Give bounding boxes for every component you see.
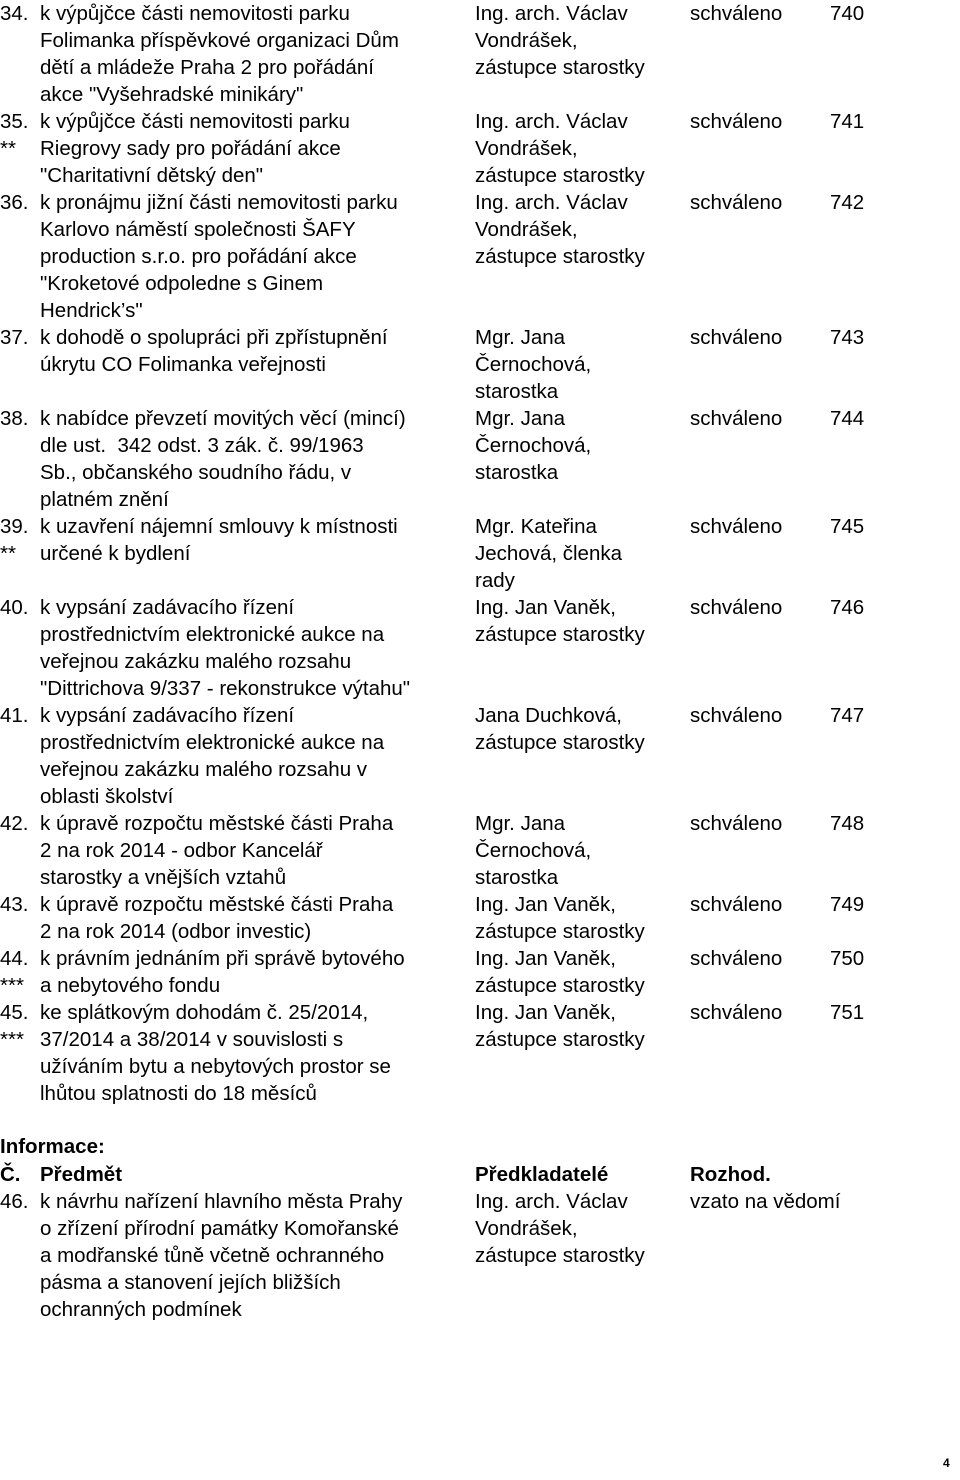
submitter-line: zástupce starostky (475, 245, 645, 268)
row-number: 40. (0, 596, 29, 619)
subject-line: Riegrovy sady pro pořádání akce (40, 137, 341, 160)
subject-line: oblasti školství (40, 785, 174, 808)
resolution-number: 748 (830, 812, 865, 835)
decision: vzato na vědomí (690, 1190, 841, 1213)
resolution-number: 742 (830, 191, 865, 214)
row-number: 34. (0, 2, 29, 25)
submitter-line: Vondrášek, (475, 137, 578, 160)
submitter-line: Jana Duchková, (475, 704, 623, 727)
resolution-number: 749 (830, 893, 865, 916)
subject-line: k výpůjčce části nemovitosti parku (40, 110, 350, 133)
row-number: 37. (0, 326, 29, 349)
header-decision: Rozhod. (690, 1163, 771, 1186)
subject-line: k úpravě rozpočtu městské části Praha (40, 812, 394, 835)
resolution-number: 744 (830, 407, 865, 430)
subject-line: 2 na rok 2014 - odbor Kancelář (40, 839, 323, 862)
submitter-line: Ing. Jan Vaněk, (475, 893, 616, 916)
status: schváleno (690, 407, 783, 430)
subject-line: k vypsání zadávacího řízení (40, 704, 295, 727)
submitter-line: Vondrášek, (475, 29, 578, 52)
row-number: 39. (0, 515, 29, 538)
submitter-line: Vondrášek, (475, 1217, 578, 1240)
status: schváleno (690, 110, 783, 133)
subject-line: lhůtou splatnosti do 18 měsíců (40, 1082, 317, 1105)
subject-line: k návrhu nařízení hlavního města Prahy (40, 1190, 403, 1213)
status: schváleno (690, 893, 783, 916)
subject-line: veřejnou zakázku malého rozsahu v (40, 758, 368, 781)
subject-line: Sb., občanského soudního řádu, v (40, 461, 352, 484)
subject-line: production s.r.o. pro pořádání akce (40, 245, 357, 268)
submitter-line: Ing. Jan Vaněk, (475, 596, 616, 619)
submitter-line: zástupce starostky (475, 164, 645, 187)
subject-line: Folimanka příspěvkové organizaci Dům (40, 29, 399, 52)
row-number: 44. (0, 947, 29, 970)
submitter-line: Ing. arch. Václav (475, 110, 628, 133)
subject-line: platném znění (40, 488, 169, 511)
status: schváleno (690, 191, 783, 214)
subject-line: dětí a mládeže Praha 2 pro pořádání (40, 56, 374, 79)
submitter-line: zástupce starostky (475, 731, 645, 754)
submitter-line: Mgr. Kateřina (475, 515, 597, 538)
subject-line: k právním jednáním při správě bytového (40, 947, 405, 970)
subject-line: určené k bydlení (40, 542, 191, 565)
subject-line: k vypsání zadávacího řízení (40, 596, 295, 619)
status: schváleno (690, 326, 783, 349)
resolution-number: 751 (830, 1001, 865, 1024)
row-marker: ** (0, 137, 16, 160)
row-number: 45. (0, 1001, 29, 1024)
page-number: 4 (943, 1456, 950, 1470)
submitter-line: Mgr. Jana (475, 326, 566, 349)
submitter-line: Vondrášek, (475, 218, 578, 241)
status: schváleno (690, 947, 783, 970)
submitter-line: rady (475, 569, 515, 592)
submitter-line: Černochová, (475, 434, 592, 457)
resolution-number: 743 (830, 326, 865, 349)
submitter-line: Černochová, (475, 839, 592, 862)
header-subject: Předmět (40, 1163, 123, 1186)
submitter-line: starostka (475, 866, 559, 889)
resolution-number: 745 (830, 515, 865, 538)
subject-line: ochranných podmínek (40, 1298, 242, 1321)
subject-line: "Dittrichova 9/337 - rekonstrukce výtahu" (40, 677, 411, 700)
subject-line: k pronájmu jižní části nemovitosti parku (40, 191, 398, 214)
status: schváleno (690, 812, 783, 835)
subject-line: a modřanské tůně včetně ochranného (40, 1244, 385, 1267)
submitter-line: Mgr. Jana (475, 812, 566, 835)
resolution-number: 741 (830, 110, 865, 133)
submitter-line: Jechová, členka (475, 542, 623, 565)
row-number: 41. (0, 704, 29, 727)
row-number: 35. (0, 110, 29, 133)
header-number: Č. (0, 1163, 21, 1186)
row-number: 46. (0, 1190, 29, 1213)
submitter-line: Ing. arch. Václav (475, 2, 628, 25)
submitter-line: starostka (475, 461, 559, 484)
subject-line: prostřednictvím elektronické aukce na (40, 731, 385, 754)
submitter-line: Ing. arch. Václav (475, 191, 628, 214)
subject-line: akce "Vyšehradské minikáry" (40, 83, 304, 106)
subject-line: "Charitativní dětský den" (40, 164, 264, 187)
submitter-line: zástupce starostky (475, 1244, 645, 1267)
resolution-number: 740 (830, 2, 865, 25)
subject-line: Hendrick’s" (40, 299, 143, 322)
subject-line: k úpravě rozpočtu městské části Praha (40, 893, 394, 916)
status: schváleno (690, 515, 783, 538)
row-marker: ** (0, 542, 16, 565)
subject-line: k dohodě o spolupráci při zpřístupnění (40, 326, 388, 349)
subject-line: užíváním bytu a nebytových prostor se (40, 1055, 391, 1078)
subject-line: "Kroketové odpoledne s Ginem (40, 272, 324, 295)
subject-line: 2 na rok 2014 (odbor investic) (40, 920, 312, 943)
status: schváleno (690, 704, 783, 727)
subject-line: prostřednictvím elektronické aukce na (40, 623, 385, 646)
submitter-line: Ing. Jan Vaněk, (475, 1001, 616, 1024)
status: schváleno (690, 2, 783, 25)
subject-line: a nebytového fondu (40, 974, 221, 997)
row-marker: *** (0, 974, 24, 997)
subject-line: veřejnou zakázku malého rozsahu (40, 650, 352, 673)
row-number: 36. (0, 191, 29, 214)
status: schváleno (690, 596, 783, 619)
subject-line: Karlovo náměstí společnosti ŠAFY (40, 218, 356, 241)
subject-line: dle ust. 342 odst. 3 zák. č. 99/1963 (40, 434, 364, 457)
row-number: 42. (0, 812, 29, 835)
header-submitter: Předkladatelé (475, 1163, 609, 1186)
submitter-line: starostka (475, 380, 559, 403)
resolution-number: 747 (830, 704, 865, 727)
row-number: 43. (0, 893, 29, 916)
subject-line: k výpůjčce části nemovitosti parku (40, 2, 350, 25)
subject-line: k nabídce převzetí movitých věcí (mincí) (40, 407, 406, 430)
submitter-line: Ing. arch. Václav (475, 1190, 628, 1213)
information-heading: Informace: (0, 1135, 105, 1158)
submitter-line: zástupce starostky (475, 56, 645, 79)
subject-line: úkrytu CO Folimanka veřejnosti (40, 353, 326, 376)
subject-line: k uzavření nájemní smlouvy k místnosti (40, 515, 398, 538)
subject-line: o zřízení přírodní památky Komořanské (40, 1217, 399, 1240)
resolution-number: 750 (830, 947, 865, 970)
submitter-line: zástupce starostky (475, 623, 645, 646)
submitter-line: Černochová, (475, 353, 592, 376)
subject-line: starostky a vnějších vztahů (40, 866, 287, 889)
resolution-number: 746 (830, 596, 865, 619)
row-number: 38. (0, 407, 29, 430)
submitter-line: Ing. Jan Vaněk, (475, 947, 616, 970)
subject-line: pásma a stanovení jejích bližších (40, 1271, 341, 1294)
submitter-line: zástupce starostky (475, 1028, 645, 1051)
submitter-line: Mgr. Jana (475, 407, 566, 430)
row-marker: *** (0, 1028, 24, 1051)
submitter-line: zástupce starostky (475, 920, 645, 943)
status: schváleno (690, 1001, 783, 1024)
subject-line: 37/2014 a 38/2014 v souvislosti s (40, 1028, 344, 1051)
subject-line: ke splátkovým dohodám č. 25/2014, (40, 1001, 369, 1024)
submitter-line: zástupce starostky (475, 974, 645, 997)
